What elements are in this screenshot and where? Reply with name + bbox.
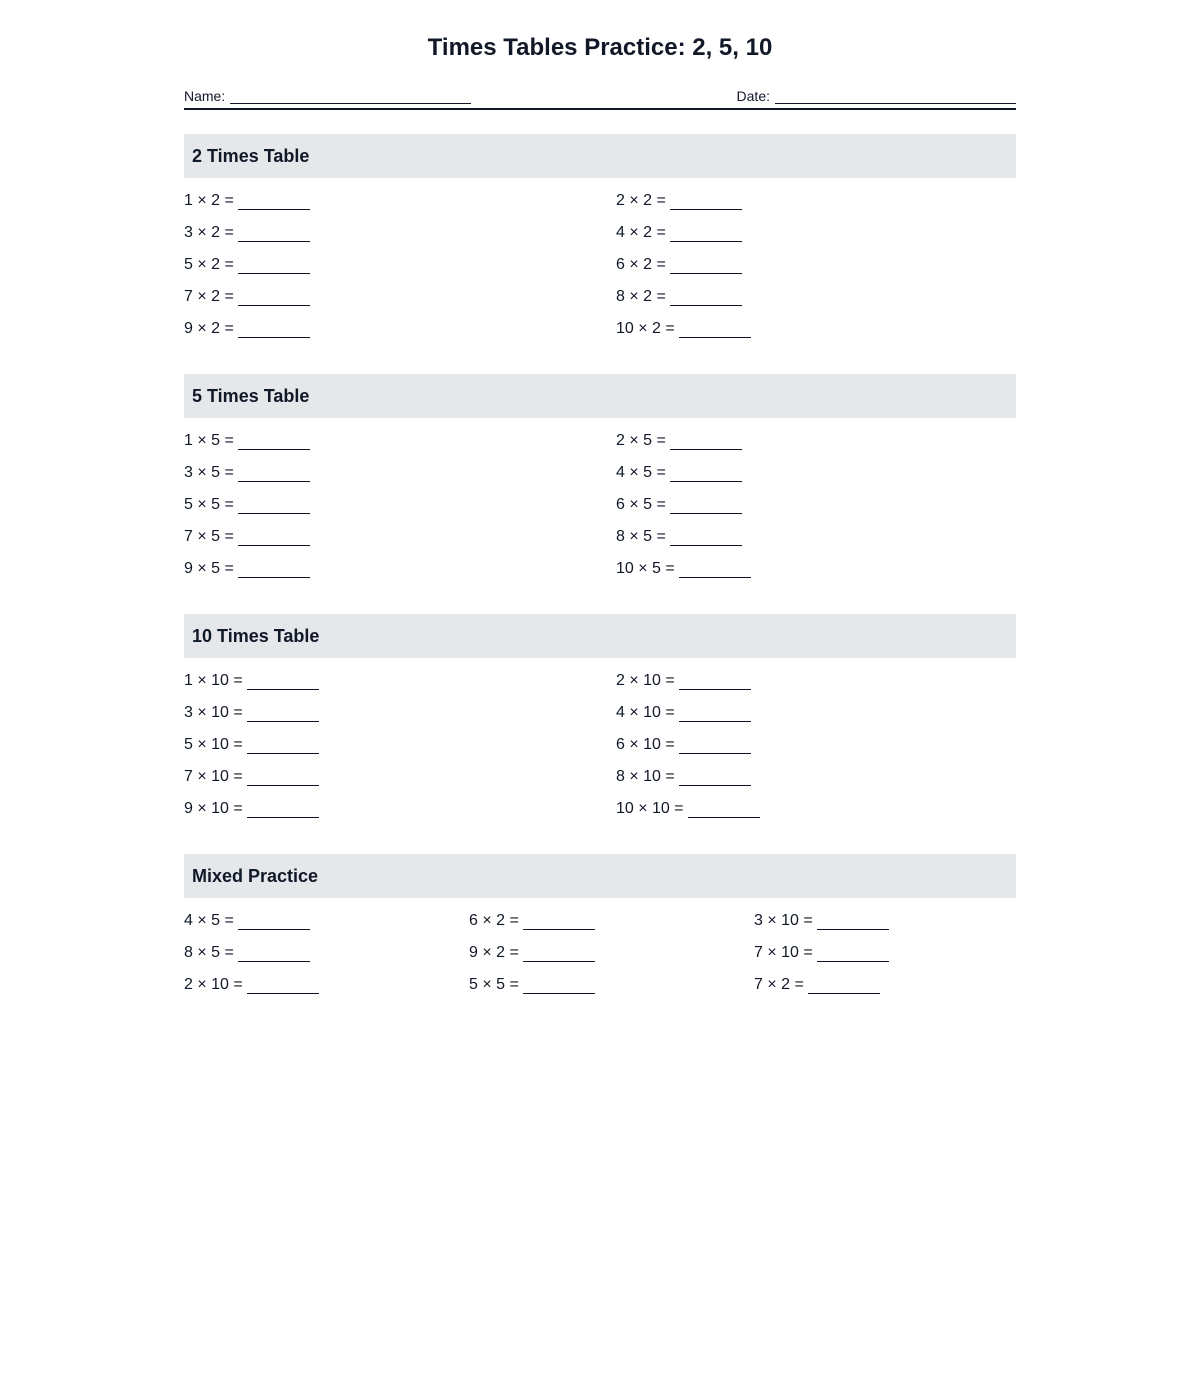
answer-line[interactable]	[247, 736, 319, 754]
problem-text: 9 × 5 =	[184, 560, 234, 577]
answer-line[interactable]	[679, 560, 751, 578]
answer-line[interactable]	[688, 800, 760, 818]
problem	[184, 704, 616, 736]
problem-text: 9 × 10 =	[184, 800, 243, 817]
answer-line[interactable]	[670, 224, 742, 242]
worksheet-page	[184, 0, 1016, 1008]
answer-line[interactable]	[679, 672, 751, 690]
answer-line[interactable]	[670, 464, 742, 482]
answer-line[interactable]	[817, 912, 889, 930]
problem	[616, 736, 1016, 768]
problem-grid	[184, 898, 1016, 1008]
problem	[616, 496, 1016, 528]
problem	[616, 192, 1016, 224]
section-heading: 10 Times Table	[184, 614, 1016, 658]
problem	[184, 496, 616, 528]
answer-line[interactable]	[238, 560, 310, 578]
problem-text: 10 × 5 =	[616, 560, 675, 577]
answer-line[interactable]	[679, 704, 751, 722]
problem-text: 6 × 2 =	[616, 256, 666, 273]
problem-grid	[184, 178, 1016, 352]
problem-text: 9 × 2 =	[469, 944, 519, 961]
page-title: Times Tables Practice: 2, 5, 10	[427, 34, 773, 61]
problem	[184, 224, 616, 256]
answer-line[interactable]	[679, 320, 751, 338]
answer-line[interactable]	[670, 496, 742, 514]
problem	[184, 288, 616, 320]
answer-line[interactable]	[679, 736, 751, 754]
problem-text: 1 × 5 =	[184, 432, 234, 449]
problem	[184, 944, 469, 976]
date-answer-line[interactable]	[775, 89, 1016, 104]
problem	[754, 944, 1016, 976]
problem-text: 10 × 2 =	[616, 320, 675, 337]
problem-text: 8 × 10 =	[616, 768, 675, 785]
problem	[469, 944, 754, 976]
problem-text: 3 × 10 =	[184, 704, 243, 721]
answer-line[interactable]	[670, 528, 742, 546]
answer-line[interactable]	[247, 704, 319, 722]
name-label: Name:	[184, 88, 226, 104]
problem	[184, 528, 616, 560]
problem	[184, 464, 616, 496]
problem-text: 5 × 2 =	[184, 256, 234, 273]
problem-text: 7 × 2 =	[754, 976, 804, 993]
problem	[184, 672, 616, 704]
problem-text: 9 × 2 =	[184, 320, 234, 337]
problem-text: 7 × 10 =	[754, 944, 813, 961]
problem-text: 3 × 10 =	[754, 912, 813, 929]
problem	[616, 320, 1016, 352]
problem-text: 4 × 2 =	[616, 224, 666, 241]
section-2-times-table	[184, 134, 1016, 352]
problem-text: 7 × 10 =	[184, 768, 243, 785]
problem-text: 6 × 10 =	[616, 736, 675, 753]
section-mixed-practice	[184, 854, 1016, 1008]
answer-line[interactable]	[817, 944, 889, 962]
answer-line[interactable]	[238, 464, 310, 482]
problem-text: 4 × 5 =	[184, 912, 234, 929]
problem	[184, 800, 616, 832]
problem	[616, 560, 1016, 592]
problem	[184, 736, 616, 768]
problem-text: 6 × 5 =	[616, 496, 666, 513]
problem-text: 2 × 10 =	[616, 672, 675, 689]
problem-text: 3 × 5 =	[184, 464, 234, 481]
problem	[184, 768, 616, 800]
name-field	[184, 88, 471, 104]
problem-text: 5 × 5 =	[469, 976, 519, 993]
answer-line[interactable]	[238, 528, 310, 546]
problem	[616, 768, 1016, 800]
section-heading: 2 Times Table	[184, 134, 1016, 178]
problem-text: 2 × 10 =	[184, 976, 243, 993]
problem-text: 3 × 2 =	[184, 224, 234, 241]
answer-line[interactable]	[238, 496, 310, 514]
answer-line[interactable]	[238, 432, 310, 450]
answer-line[interactable]	[679, 768, 751, 786]
problem-text: 7 × 5 =	[184, 528, 234, 545]
answer-line[interactable]	[238, 944, 310, 962]
problem	[184, 256, 616, 288]
answer-line[interactable]	[670, 432, 742, 450]
answer-line[interactable]	[670, 192, 742, 210]
problem	[616, 464, 1016, 496]
problem	[469, 976, 754, 1008]
date-label: Date:	[736, 88, 770, 104]
problem-text: 4 × 10 =	[616, 704, 675, 721]
problem-grid	[184, 658, 1016, 832]
problem-text: 10 × 10 =	[616, 800, 684, 817]
answer-line[interactable]	[238, 288, 310, 306]
section-5-times-table	[184, 374, 1016, 592]
name-date-row	[184, 80, 1016, 110]
problem	[754, 912, 1016, 944]
problem	[184, 320, 616, 352]
problem	[616, 528, 1016, 560]
problem	[184, 912, 469, 944]
section-heading: 5 Times Table	[184, 374, 1016, 418]
answer-line[interactable]	[523, 912, 595, 930]
problem-text: 1 × 10 =	[184, 672, 243, 689]
problem-text: 8 × 5 =	[616, 528, 666, 545]
answer-line[interactable]	[238, 192, 310, 210]
name-answer-line[interactable]	[230, 89, 471, 104]
answer-line[interactable]	[670, 256, 742, 274]
section-heading: Mixed Practice	[184, 854, 1016, 898]
problem	[616, 256, 1016, 288]
problem-text: 6 × 2 =	[469, 912, 519, 929]
problem	[184, 560, 616, 592]
problem	[616, 704, 1016, 736]
answer-line[interactable]	[523, 976, 595, 994]
problem	[184, 192, 616, 224]
problem-text: 2 × 5 =	[616, 432, 666, 449]
answer-line[interactable]	[238, 256, 310, 274]
answer-line[interactable]	[238, 912, 310, 930]
problem	[616, 288, 1016, 320]
problem	[184, 976, 469, 1008]
problem-text: 8 × 2 =	[616, 288, 666, 305]
problem	[184, 432, 616, 464]
problem	[754, 976, 1016, 1008]
answer-line[interactable]	[247, 768, 319, 786]
problem	[616, 800, 1016, 832]
problem-grid	[184, 418, 1016, 592]
problem	[469, 912, 754, 944]
problem	[616, 672, 1016, 704]
problem-text: 5 × 10 =	[184, 736, 243, 753]
problem-text: 1 × 2 =	[184, 192, 234, 209]
problem	[616, 432, 1016, 464]
answer-line[interactable]	[808, 976, 880, 994]
problem-text: 2 × 2 =	[616, 192, 666, 209]
problem-text: 5 × 5 =	[184, 496, 234, 513]
answer-line[interactable]	[238, 224, 310, 242]
date-field	[737, 88, 1016, 104]
answer-line[interactable]	[238, 320, 310, 338]
answer-line[interactable]	[523, 944, 595, 962]
section-10-times-table	[184, 614, 1016, 832]
answer-line[interactable]	[670, 288, 742, 306]
problem	[616, 224, 1016, 256]
answer-line[interactable]	[247, 672, 319, 690]
answer-line[interactable]	[247, 976, 319, 994]
problem-text: 8 × 5 =	[184, 944, 234, 961]
problem-text: 4 × 5 =	[616, 464, 666, 481]
problem-text: 7 × 2 =	[184, 288, 234, 305]
answer-line[interactable]	[247, 800, 319, 818]
